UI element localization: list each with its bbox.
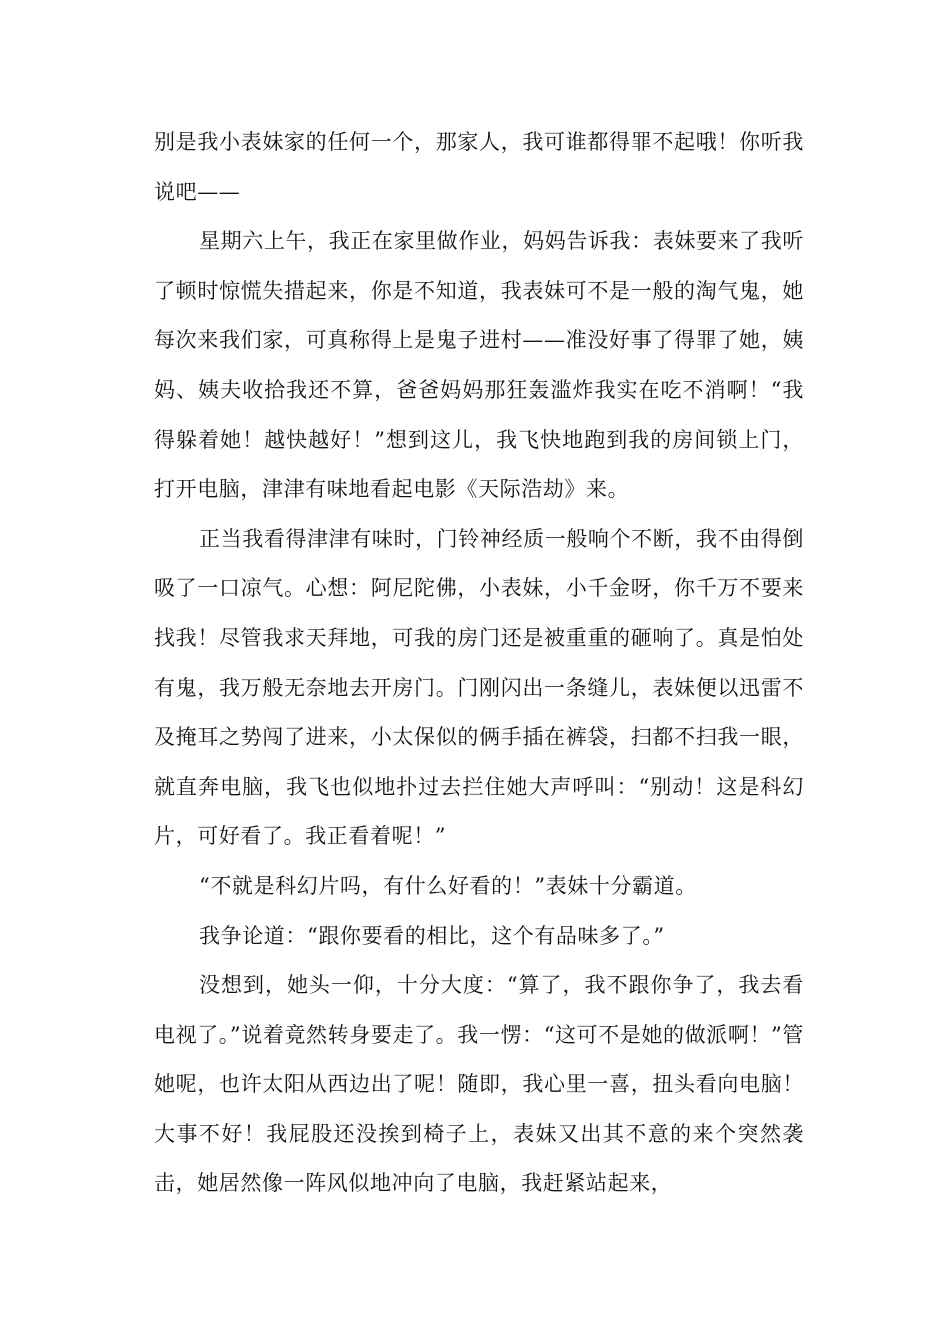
paragraph: “不就是科幻片吗，有什么好看的！”表妹十分霸道。: [199, 873, 697, 898]
paragraph: 别是我小表妹家的任何一个，那家人，我可谁都得罪不起哦！你听我说吧——: [154, 130, 804, 204]
paragraph: 没想到，她头一仰，十分大度：“算了，我不跟你争了，我去看电视了。”说着竟然转身要走了。我一愣：“这可不是她的做派啊！”管她呢，也许太阳从西边出了呢！随即，我心里一喜，扭头看向电脑！大事不好！我屁股还没挨到椅子上，表妹又出其不意的来个突然袭击，她居然像一阵风似地冲向了电脑，我赶紧站起来，: [154, 973, 804, 1196]
paragraph: 正当我看得津津有味时，门铃神经质一般响个不断，我不由得倒吸了一口凉气。心想：阿尼陀佛，小表妹，小千金呀，你千万不要来找我！尽管我求天拜地，可我的房门还是被重重的砸响了。真是怕处有鬼，我万般无奈地去开房门。门刚闪出一条缝儿，表妹便以迅雷不及掩耳之势闯了进来，小太保似的俩手插在裤袋，扫都不扫我一眼，就直奔电脑，我飞也似地扑过去拦住她大声呼叫：“别动！这是科幻片，可好看了。我正看着呢！”: [154, 526, 804, 849]
document-body: [154, 118, 804, 1209]
paragraph: 星期六上午，我正在家里做作业，妈妈告诉我：表妹要来了我听了顿时惊慌失措起来，你是不知道，我表妹可不是一般的淘气鬼，她每次来我们家，可真称得上是鬼子进村——准没好事了得罪了她，姨妈、姨夫收拾我还不算，爸爸妈妈那狂轰滥炸我实在吃不消啊！“我得躲着她！越快越好！”想到这儿，我飞快地跑到我的房间锁上门，打开电脑，津津有味地看起电影《天际浩劫》来。: [154, 229, 804, 502]
paragraph: 我争论道：“跟你要看的相比，这个有品味多了。”: [199, 923, 665, 948]
